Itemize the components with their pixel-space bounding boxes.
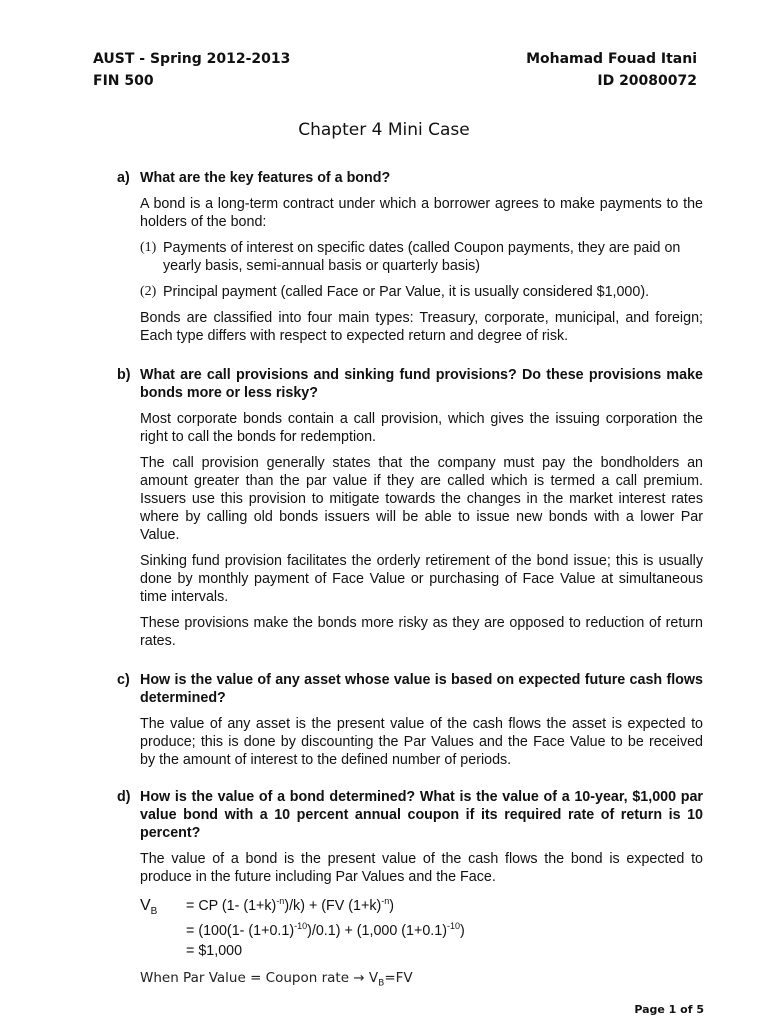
note-text-b: =FV bbox=[384, 970, 413, 986]
document-body bbox=[117, 169, 703, 993]
formula-general bbox=[186, 892, 394, 915]
answer-a-list-item-2 bbox=[140, 283, 703, 301]
question-d-text: How is the value of a bond determined? What is the value of a 10-year, $1,000 par value bond with a 10 percent annual coupon if its required rate of return is 10 percent? bbox=[140, 789, 703, 841]
answer-a-paragraph-2: Bonds are classified into four main types: Treasury, corporate, municipal, and foreign; Each type differs with respect to expected return and degree of risk. bbox=[140, 310, 703, 344]
header-right bbox=[526, 48, 697, 92]
question-a bbox=[117, 169, 703, 187]
header-left bbox=[93, 48, 290, 92]
formula-v-sub: B bbox=[150, 905, 158, 917]
formula-substituted bbox=[186, 917, 465, 940]
question-d bbox=[117, 788, 703, 842]
formula-line-1 bbox=[140, 892, 703, 917]
list-item-2-text: Principal payment (called Face or Par Value, it is usually considered $1,000). bbox=[163, 284, 650, 300]
answer-b-paragraph-1: Most corporate bonds contain a call provision, which gives the issuing corporation the right to call the bonds for redemption. bbox=[140, 411, 703, 445]
answer-b-paragraph-4: These provisions make the bonds more risky as they are opposed to reduction of return rates. bbox=[140, 615, 703, 649]
formula-l1-c: ) bbox=[389, 897, 395, 914]
answer-a-list-item-1 bbox=[140, 239, 703, 275]
bond-value-formula bbox=[140, 892, 703, 967]
question-a-letter: a) bbox=[117, 170, 130, 186]
section-spacer bbox=[117, 650, 703, 671]
formula-l1-sup2: -n bbox=[381, 896, 390, 906]
answer-d-paragraph-1: The value of a bond is the present value of the cash flows the bond is expected to produce in the future including Par Values and the Face. bbox=[140, 851, 703, 885]
section-spacer bbox=[117, 345, 703, 366]
formula-line-2 bbox=[140, 917, 703, 942]
note-text-a: When Par Value = Coupon rate → V bbox=[140, 970, 379, 986]
page-title: Chapter 4 Mini Case bbox=[298, 120, 470, 140]
formula-result: = $1,000 bbox=[186, 943, 243, 959]
formula-l2-c: ) bbox=[460, 922, 465, 939]
formula-symbol bbox=[140, 897, 186, 921]
formula-l2-a: = (100(1- (1+0.1) bbox=[186, 922, 295, 939]
par-value-note bbox=[140, 969, 703, 993]
page-number: Page 1 of 5 bbox=[634, 1003, 704, 1016]
list-item-2-number: (2) bbox=[140, 284, 157, 299]
formula-l1-b: )/k) + (FV (1+k) bbox=[284, 897, 382, 914]
question-d-letter: d) bbox=[117, 789, 131, 805]
question-c bbox=[117, 671, 703, 707]
formula-l1-sup1: -n bbox=[276, 896, 285, 906]
student-id: ID 20080072 bbox=[597, 73, 697, 89]
section-spacer bbox=[117, 769, 703, 788]
question-b bbox=[117, 366, 703, 402]
course-code: FIN 500 bbox=[93, 73, 154, 89]
question-c-text: How is the value of any asset whose value is based on expected future cash flows determined? bbox=[140, 672, 703, 706]
question-b-text: What are call provisions and sinking fund provisions? Do these provisions make bonds more or less risky? bbox=[140, 367, 703, 401]
course-term: AUST - Spring 2012-2013 bbox=[93, 51, 291, 67]
formula-line-3 bbox=[140, 942, 703, 967]
list-item-1-number: (1) bbox=[140, 240, 157, 255]
answer-a-paragraph-1: A bond is a long-term contract under which a borrower agrees to make payments to the holders of the bond: bbox=[140, 196, 703, 230]
question-c-letter: c) bbox=[117, 672, 130, 688]
formula-l2-sup1: -10 bbox=[294, 921, 308, 931]
author-name: Mohamad Fouad Itani bbox=[526, 51, 697, 67]
question-b-letter: b) bbox=[117, 367, 131, 383]
list-item-1-text: Payments of interest on specific dates (called Coupon payments, they are paid on yearly basis, semi-annual basis or quarterly basis) bbox=[163, 240, 681, 274]
answer-b-paragraph-2: The call provision generally states that the company must pay the bondholders an amount greater than the par value if they are called which is termed a call premium. Issuers use this provision to mitigate towards the changes in the market interest rates where by calling old bonds issuers will be able to issue new bonds with a lower Par Value. bbox=[140, 455, 703, 543]
note-sub: B bbox=[378, 978, 385, 989]
question-a-text: What are the key features of a bond? bbox=[140, 170, 391, 186]
formula-l2-b: )/0.1) + (1,000 (1+0.1) bbox=[307, 922, 447, 939]
answer-b-paragraph-3: Sinking fund provision facilitates the orderly retirement of the bond issue; this is usually done by monthly payment of Face Value or purchasing of Face Value at simultaneous time intervals. bbox=[140, 553, 703, 605]
formula-v: V bbox=[140, 896, 151, 914]
formula-l2-sup2: -10 bbox=[446, 921, 460, 931]
answer-c-paragraph-1: The value of any asset is the present value of the cash flows the asset is expected to produce; this is done by discounting the Par Values and the Face Value to be received by the amount of interest to the defined number of periods. bbox=[140, 716, 703, 768]
formula-l1-a: = CP (1- (1+k) bbox=[186, 897, 277, 914]
